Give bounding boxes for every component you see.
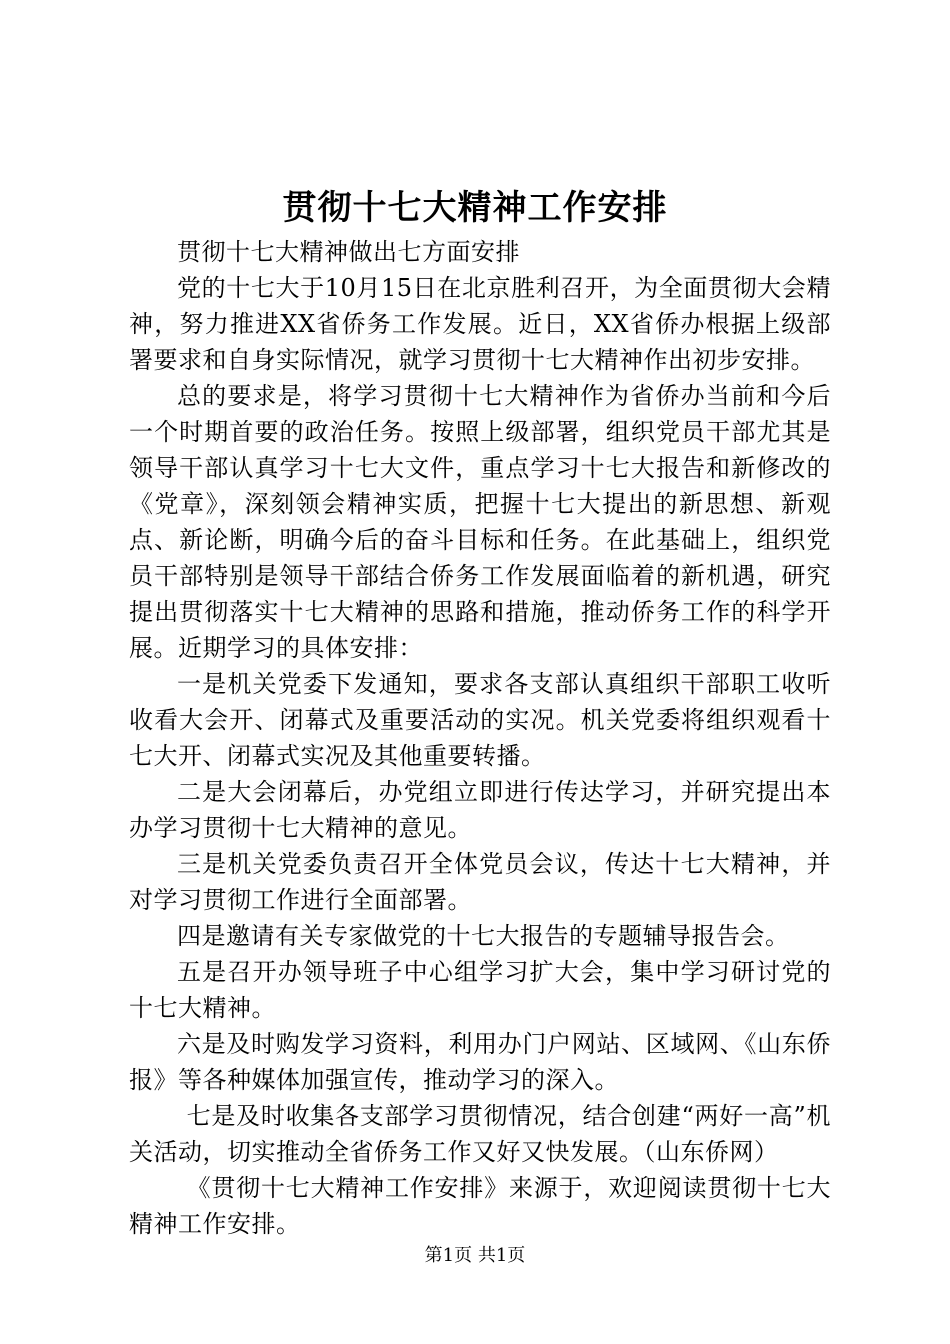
paragraph-item-7: 七是及时收集各支部学习贯彻情况，结合创建“两好一高”机关活动，切实推动全省侨务工作又好又快发展。（山东侨网） [129, 1102, 831, 1166]
paragraph-item-2: 二是大会闭幕后，办党组立即进行传达学习，并研究提出本办学习贯彻十七大精神的意见。 [129, 778, 831, 842]
paragraph-requirements: 总的要求是，将学习贯彻十七大精神作为省侨办当前和今后一个时期首要的政治任务。按照上级部署，组织党员干部尤其是领导干部认真学习十七大文件，重点学习十七大报告和新修改的《党章》，深刻领会精神实质，把握十七大提出的新思想、新观点、新论断，明确今后的奋斗目标和任务。在此基础上，组织党员干部特别是领导干部结合侨务工作发展面临着的新机遇，研究提出贯彻落实十七大精神的思路和措施，推动侨务工作的科学开展。近期学习的具体安排： [129, 382, 831, 662]
paragraph-item-5: 五是召开办领导班子中心组学习扩大会，集中学习研讨党的十七大精神。 [129, 958, 831, 1022]
document-body [129, 234, 831, 1242]
paragraph-source: 《贯彻十七大精神工作安排》来源于，欢迎阅读贯彻十七大精神工作安排。 [129, 1174, 831, 1238]
page-footer: 第1页 共1页 [424, 1245, 526, 1266]
paragraph-item-4: 四是邀请有关专家做党的十七大报告的专题辅导报告会。 [177, 922, 790, 950]
document-title: 贯彻十七大精神工作安排 [282, 188, 668, 228]
paragraph-subtitle: 贯彻十七大精神做出七方面安排 [177, 238, 520, 266]
paragraph-item-1: 一是机关党委下发通知，要求各支部认真组织干部职工收听收看大会开、闭幕式及重要活动的实况。机关党委将组织观看十七大开、闭幕式实况及其他重要转播。 [129, 670, 831, 770]
paragraph-intro: 党的十七大于10月15日在北京胜利召开，为全面贯彻大会精神，努力推进XX省侨务工作发展。近日，XX省侨办根据上级部署要求和自身实际情况，就学习贯彻十七大精神作出初步安排。 [129, 274, 831, 374]
paragraph-item-6: 六是及时购发学习资料，利用办门户网站、区域网、《山东侨报》等各种媒体加强宣传，推动学习的深入。 [129, 1030, 831, 1094]
paragraph-item-3: 三是机关党委负责召开全体党员会议，传达十七大精神，并对学习贯彻工作进行全面部署。 [129, 850, 831, 914]
